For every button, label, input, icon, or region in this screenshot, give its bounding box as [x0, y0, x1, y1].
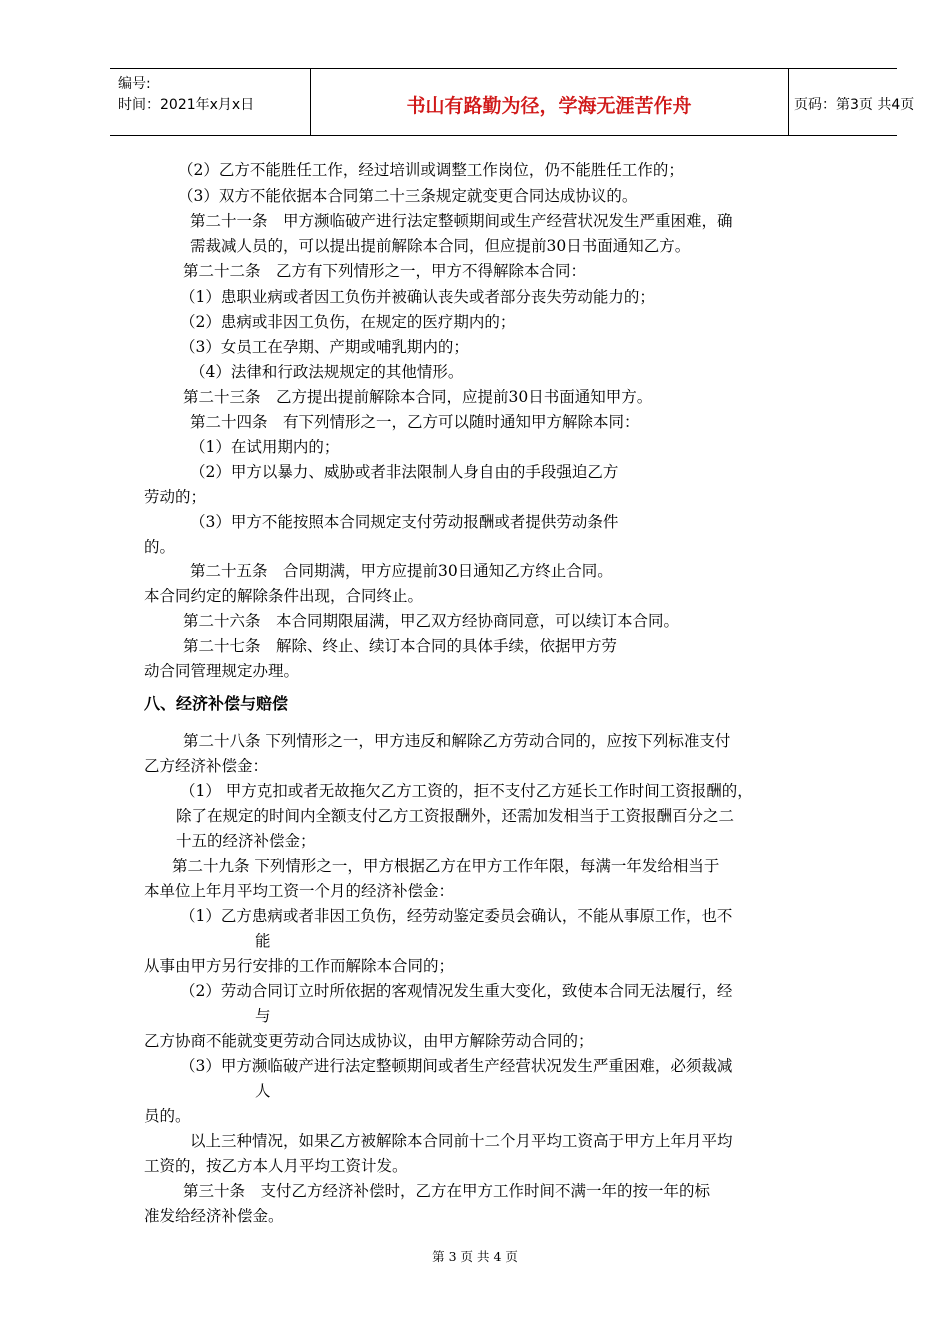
- clause-line: 第二十八条 下列情形之一，甲方违反和解除乙方劳动合同的，应按下列标准支付: [183, 732, 731, 750]
- clause-line: （2）患病或非因工负伤，在规定的医疗期内的；: [180, 313, 516, 331]
- clause-line: （2）劳动合同订立时所依据的客观情况发生重大变化，致使本合同无法履行，经: [180, 982, 733, 1000]
- clause-line: 第二十七条 解除、终止、续订本合同的具体手续，依据甲方劳: [183, 637, 618, 655]
- page-header: [110, 68, 915, 136]
- clause-line: 人: [255, 1082, 271, 1100]
- clause-line: 能: [255, 932, 271, 950]
- clause-line: 乙方经济补偿金：: [144, 757, 269, 775]
- clause-line: 第二十二条 乙方有下列情形之一，甲方不得解除本合同：: [183, 262, 587, 280]
- page-footer: 第 3 页 共 4 页: [432, 1249, 518, 1264]
- header-motto: 书山有路勤为径，学海无涯苦作舟: [406, 95, 692, 117]
- document-code-label: 编号:: [118, 76, 151, 92]
- clause-line: （4）法律和行政法规规定的其他情形。: [190, 363, 464, 381]
- clause-line: 第二十九条 下列情形之一，甲方根据乙方在甲方工作年限，每满一年发给相当于: [172, 857, 720, 875]
- clause-line: 的。: [144, 538, 176, 556]
- clause-line: 与: [255, 1007, 271, 1025]
- clause-line: （3）女员工在孕期、产期或哺乳期内的；: [180, 338, 469, 356]
- clause-line: （1） 甲方克扣或者无故拖欠乙方工资的，拒不支付乙方延长工作时间工资报酬的，: [180, 782, 753, 800]
- clause-line: 动合同管理规定办理。: [144, 662, 300, 680]
- clause-line: 第三十条 支付乙方经济补偿时，乙方在甲方工作时间不满一年的按一年的标: [183, 1182, 711, 1200]
- document-date: 时间：2021年x月x日: [118, 97, 255, 113]
- clause-line: 第二十六条 本合同期限届满，甲乙双方经协商同意，可以续订本合同。: [183, 612, 680, 630]
- clause-line: 劳动的；: [144, 488, 207, 506]
- clause-line: （2）甲方以暴力、威胁或者非法限制人身自由的手段强迫乙方: [190, 463, 619, 481]
- clause-line: 工资的，按乙方本人月平均工资计发。: [144, 1157, 408, 1175]
- header-right-cell: [788, 69, 915, 135]
- clause-line: 第二十一条 甲方濒临破产进行法定整顿期间或生产经营状况发生严重困难，确: [190, 212, 733, 230]
- clause-line: 员的。: [144, 1107, 191, 1125]
- header-page-info: 页码：第3页 共4页: [794, 97, 915, 113]
- clause-line: 以上三种情况，如果乙方被解除本合同前十二个月平均工资高于甲方上年月平均: [190, 1132, 733, 1150]
- clause-line: 本单位上年月平均工资一个月的经济补偿金：: [144, 882, 455, 900]
- clause-line: （1）在试用期内的；: [190, 438, 340, 456]
- clause-line: 第二十三条 乙方提出提前解除本合同，应提前30日书面通知甲方。: [183, 388, 653, 406]
- clause-line: （3）双方不能依据本合同第二十三条规定就变更合同达成协议的。: [178, 187, 638, 205]
- clause-line: 第二十五条 合同期满，甲方应提前30日通知乙方终止合同。: [190, 562, 613, 580]
- clause-line: 本合同约定的解除条件出现，合同终止。: [144, 587, 424, 605]
- clause-line: （3）甲方不能按照本合同规定支付劳动报酬或者提供劳动条件: [190, 513, 619, 531]
- clause-line: 需裁减人员的，可以提出提前解除本合同，但应提前30日书面通知乙方。: [190, 237, 691, 255]
- clause-line: （3）甲方濒临破产进行法定整顿期间或者生产经营状况发生严重困难，必须裁减: [180, 1057, 733, 1075]
- clause-line: 第二十四条 有下列情形之一，乙方可以随时通知甲方解除本同：: [190, 413, 640, 431]
- section-heading: 八、经济补偿与赔偿: [144, 694, 289, 713]
- clause-line: 除了在规定的时间内全额支付乙方工资报酬外，还需加发相当于工资报酬百分之二: [176, 807, 735, 825]
- header-middle-cell: [310, 69, 789, 135]
- clause-line: 从事由甲方另行安排的工作而解除本合同的；: [144, 957, 455, 975]
- clause-line: （1）乙方患病或者非因工负伤，经劳动鉴定委员会确认，不能从事原工作，也不: [180, 907, 733, 925]
- header-left-cell: [110, 69, 311, 135]
- clause-line: （2）乙方不能胜任工作，经过培训或调整工作岗位，仍不能胜任工作的；: [178, 161, 684, 179]
- clause-line: 准发给经济补偿金。: [144, 1207, 284, 1225]
- clause-line: （1）患职业病或者因工负伤并被确认丧失或者部分丧失劳动能力的；: [180, 288, 655, 306]
- clause-line: 乙方协商不能就变更劳动合同达成协议，由甲方解除劳动合同的；: [144, 1032, 594, 1050]
- clause-line: 十五的经济补偿金；: [176, 832, 316, 850]
